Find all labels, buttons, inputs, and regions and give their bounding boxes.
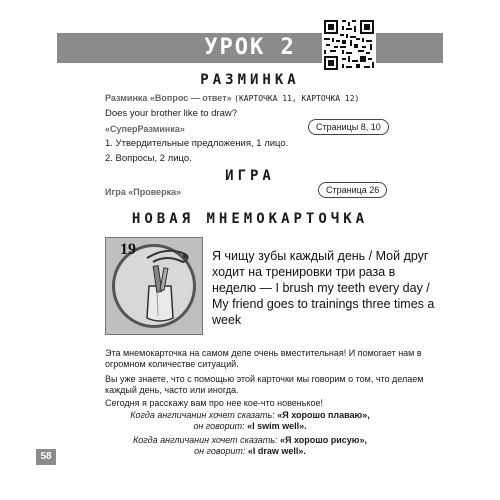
warmup-activity-cards: (КАРТОЧКА 11, КАРТОЧКА 12) (234, 94, 360, 103)
section-title-game: ИГРА (225, 168, 275, 184)
warmup-item-2: 2. Вопросы, 2 лицо. (105, 153, 192, 164)
example-2-line-1: Когда англичанин хочет сказать: «Я хорошо рисую», (133, 435, 367, 445)
section-title-new-card: НОВАЯ МНЕМОКАРТОЧКА (131, 211, 369, 227)
game-activity-label: Игра «Проверка» (105, 187, 182, 197)
qr-code-icon[interactable] (322, 18, 376, 72)
section-title-warmup: РАЗМИНКА (200, 72, 300, 88)
card-number: 19 (120, 241, 136, 258)
warmup-item-1: 1. Утвердительные предложения, 1 лицо. (105, 138, 289, 149)
game-pages-badge[interactable]: Страница 26 (318, 182, 387, 198)
toothbrush-cup-icon (127, 246, 193, 326)
example-1-line-1: Когда англичанин хочет сказать: «Я хорошо плаваю», (130, 410, 370, 420)
example-2-line-2: он говорит: «I draw well». (194, 446, 306, 456)
example-1-line-2: он говорит: «I swim well». (193, 421, 307, 431)
page-title: УРОК 2 (204, 35, 296, 60)
warmup-activity (105, 93, 445, 104)
card-caption: Я чищу зубы каждый день / Мой друг ходит на тренировки три раза в неделю — I brush my teeth every day / My friend goes to trainings three times a week (212, 249, 435, 327)
warmup-pages-badge[interactable]: Страницы 8, 10 (308, 119, 389, 135)
paragraph-3: Сегодня я расскажу вам про нее кое-что новенькое! (105, 398, 324, 408)
page-number: 58 (40, 451, 52, 462)
paragraph-1: Эта мнемокарточка на самом деле очень вместительная! И помогает нам в огромном количестве ситуаций. (105, 348, 422, 369)
super-warmup-label: «СуперРазминка» (105, 124, 185, 134)
warmup-activity-label: Разминка «Вопрос — ответ» (105, 93, 232, 103)
warmup-question: Does your brother like to draw? (105, 108, 238, 119)
paragraph-2: Вы уже знаете, что с помощью этой карточки мы говорим о том, что делаем каждый день, часто или иногда. (105, 374, 424, 395)
